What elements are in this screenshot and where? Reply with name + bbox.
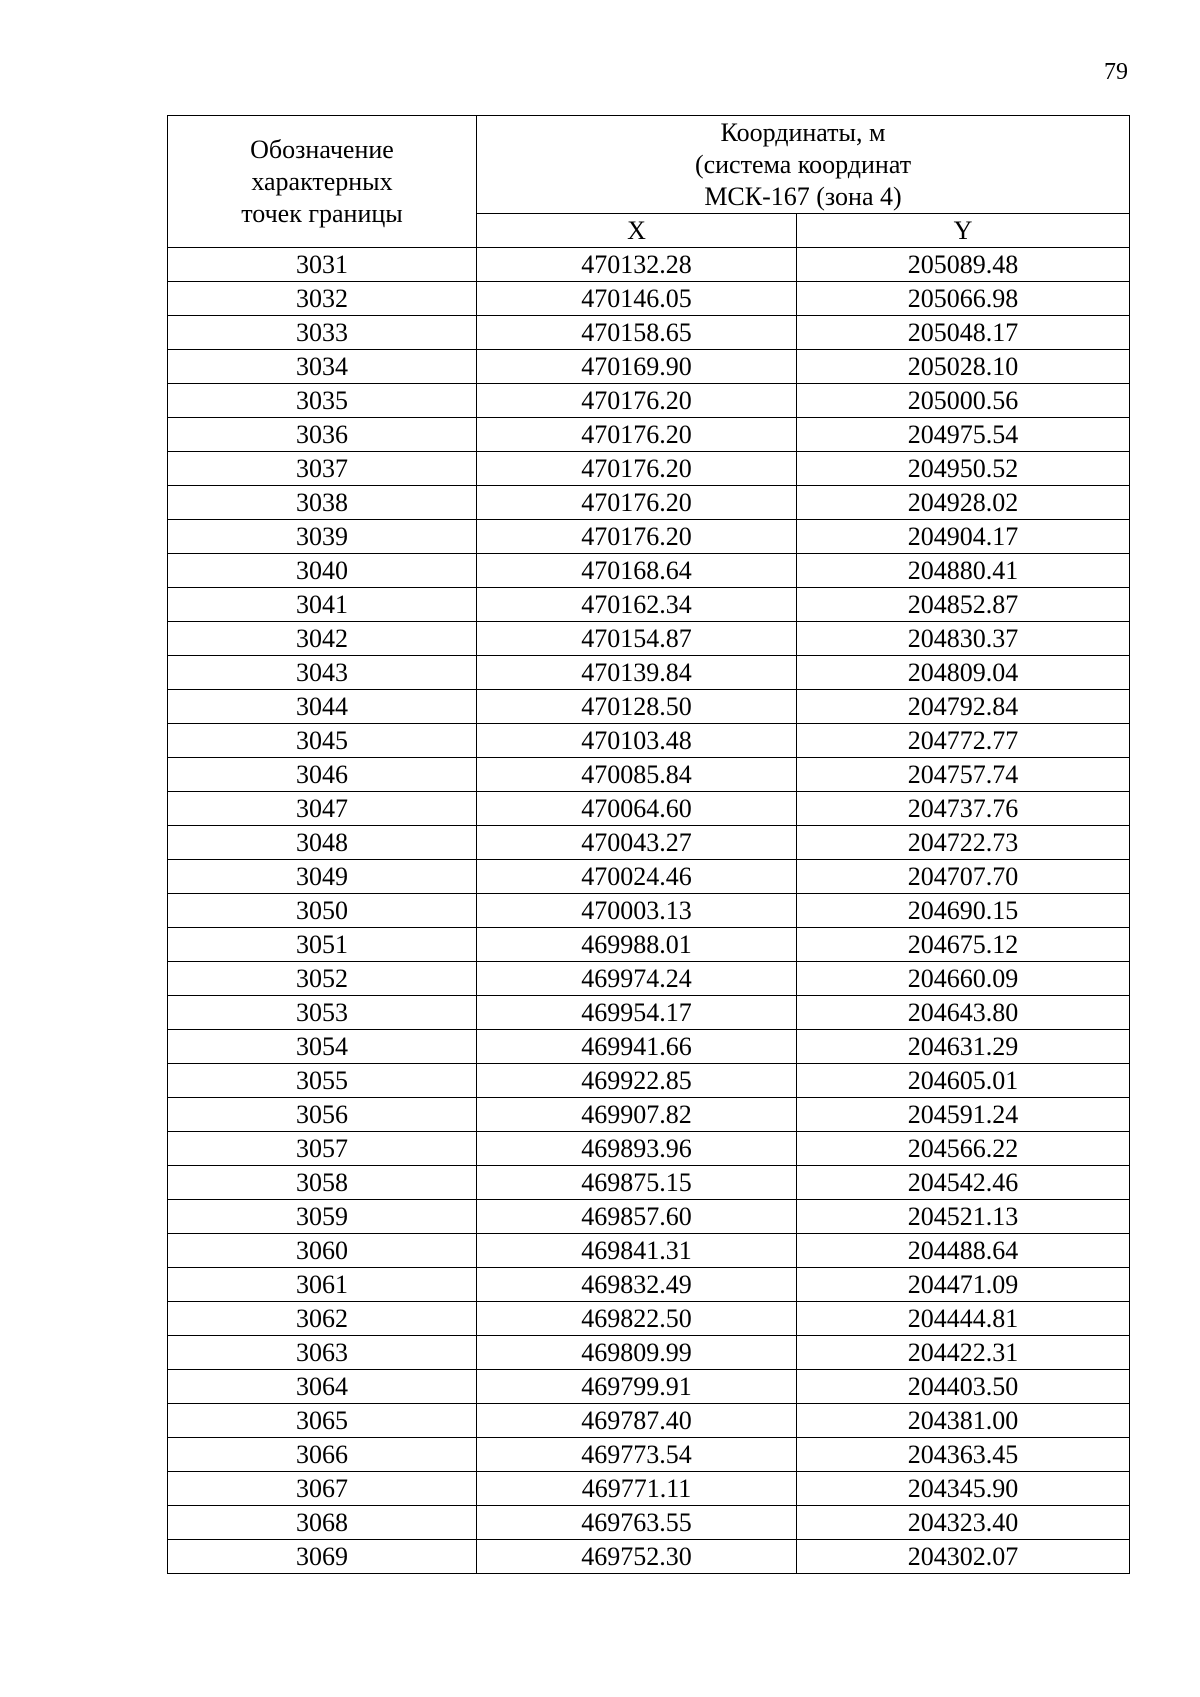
table-row [168,1200,1130,1234]
y-coordinate-cell: 204660.09 [797,962,1130,996]
y-coordinate-cell: 204757.74 [797,758,1130,792]
point-id-cell: 3043 [168,656,477,690]
point-id-cell: 3034 [168,350,477,384]
point-id-cell: 3037 [168,452,477,486]
x-coordinate-cell: 469922.85 [477,1064,797,1098]
point-id-cell: 3031 [168,248,477,282]
table-row [168,1302,1130,1336]
point-id-cell: 3060 [168,1234,477,1268]
table-row [168,1030,1130,1064]
table-row [168,1064,1130,1098]
page-number: 79 [1104,59,1128,85]
x-coordinate-cell: 469822.50 [477,1302,797,1336]
table-row [168,554,1130,588]
table-row [168,724,1130,758]
y-coordinate-cell: 204830.37 [797,622,1130,656]
y-coordinate-cell: 204422.31 [797,1336,1130,1370]
table-row [168,248,1130,282]
point-header-line: точек границы [241,198,403,228]
point-designation-header [168,116,477,248]
point-header-line: Обозначение [250,134,394,164]
y-coordinate-cell: 205000.56 [797,384,1130,418]
table-row [168,826,1130,860]
y-coordinate-cell: 205066.98 [797,282,1130,316]
point-id-cell: 3065 [168,1404,477,1438]
table-row [168,1336,1130,1370]
x-coordinate-cell: 470139.84 [477,656,797,690]
point-id-cell: 3062 [168,1302,477,1336]
x-coordinate-cell: 469763.55 [477,1506,797,1540]
x-coordinate-cell: 469799.91 [477,1370,797,1404]
table-row [168,1472,1130,1506]
table-row [168,1540,1130,1574]
x-coordinate-cell: 470176.20 [477,486,797,520]
y-coordinate-cell: 204542.46 [797,1166,1130,1200]
y-coordinate-cell: 204675.12 [797,928,1130,962]
y-coordinate-cell: 204852.87 [797,588,1130,622]
x-coordinate-cell: 469954.17 [477,996,797,1030]
y-coordinate-cell: 205048.17 [797,316,1130,350]
y-coordinate-cell: 204345.90 [797,1472,1130,1506]
y-coordinate-cell: 204904.17 [797,520,1130,554]
y-coordinate-cell: 204722.73 [797,826,1130,860]
x-coordinate-cell: 470169.90 [477,350,797,384]
y-coordinate-cell: 204631.29 [797,1030,1130,1064]
x-coordinate-cell: 469875.15 [477,1166,797,1200]
point-id-cell: 3055 [168,1064,477,1098]
x-coordinate-cell: 469988.01 [477,928,797,962]
coords-header-line: (система координат [694,149,912,179]
table-row [168,792,1130,826]
y-coordinate-cell: 204521.13 [797,1200,1130,1234]
x-coordinate-cell: 469974.24 [477,962,797,996]
table-row [168,350,1130,384]
y-coordinate-cell: 204444.81 [797,1302,1130,1336]
x-coordinate-cell: 470168.64 [477,554,797,588]
x-coordinate-cell: 469893.96 [477,1132,797,1166]
y-coordinate-cell: 204471.09 [797,1268,1130,1302]
x-coordinate-cell: 469907.82 [477,1098,797,1132]
point-id-cell: 3050 [168,894,477,928]
point-id-cell: 3041 [168,588,477,622]
y-coordinate-cell: 204707.70 [797,860,1130,894]
x-coordinate-cell: 470103.48 [477,724,797,758]
y-coordinate-cell: 204323.40 [797,1506,1130,1540]
point-id-cell: 3066 [168,1438,477,1472]
coordinates-header [477,116,1130,214]
y-coordinate-cell: 204591.24 [797,1098,1130,1132]
y-coordinate-cell: 204403.50 [797,1370,1130,1404]
point-id-cell: 3040 [168,554,477,588]
point-id-cell: 3049 [168,860,477,894]
point-id-cell: 3054 [168,1030,477,1064]
table-row [168,1268,1130,1302]
y-coordinate-cell: 204381.00 [797,1404,1130,1438]
y-coordinate-cell: 205028.10 [797,350,1130,384]
table-row [168,520,1130,554]
point-id-cell: 3052 [168,962,477,996]
point-id-cell: 3057 [168,1132,477,1166]
table-row [168,656,1130,690]
point-id-cell: 3051 [168,928,477,962]
point-id-cell: 3033 [168,316,477,350]
table-row [168,1438,1130,1472]
y-coordinate-cell: 204792.84 [797,690,1130,724]
y-coordinate-cell: 204643.80 [797,996,1130,1030]
x-coordinate-cell: 470085.84 [477,758,797,792]
point-id-cell: 3053 [168,996,477,1030]
x-coordinate-cell: 469773.54 [477,1438,797,1472]
coords-header-line: Координаты, м [720,117,886,147]
table-row [168,690,1130,724]
x-coordinate-cell: 469771.11 [477,1472,797,1506]
y-coordinate-cell: 204809.04 [797,656,1130,690]
x-coordinate-cell: 470043.27 [477,826,797,860]
point-id-cell: 3056 [168,1098,477,1132]
x-coordinate-cell: 470064.60 [477,792,797,826]
x-coordinate-cell: 469832.49 [477,1268,797,1302]
table-row [168,486,1130,520]
table-row [168,1370,1130,1404]
y-coordinate-cell: 204737.76 [797,792,1130,826]
y-coordinate-cell: 204772.77 [797,724,1130,758]
x-coordinate-cell: 470154.87 [477,622,797,656]
table-row [168,894,1130,928]
y-coordinate-cell: 204880.41 [797,554,1130,588]
y-coordinate-cell: 204690.15 [797,894,1130,928]
point-id-cell: 3036 [168,418,477,452]
point-id-cell: 3058 [168,1166,477,1200]
point-header-line: характерных [251,166,393,196]
x-coordinate-cell: 470162.34 [477,588,797,622]
table-body [168,248,1130,1574]
table-row [168,860,1130,894]
point-id-cell: 3047 [168,792,477,826]
table-row [168,622,1130,656]
y-coordinate-cell: 204928.02 [797,486,1130,520]
x-coordinate-cell: 469787.40 [477,1404,797,1438]
table-row [168,418,1130,452]
table-row [168,1166,1130,1200]
point-id-cell: 3068 [168,1506,477,1540]
point-id-cell: 3048 [168,826,477,860]
table-row [168,588,1130,622]
y-column-header: Y [797,214,1130,248]
table-row [168,928,1130,962]
coordinates-table [167,115,1130,1574]
table-row [168,384,1130,418]
point-id-cell: 3063 [168,1336,477,1370]
x-coordinate-cell: 469941.66 [477,1030,797,1064]
table-row [168,1132,1130,1166]
y-coordinate-cell: 204488.64 [797,1234,1130,1268]
x-coordinate-cell: 470176.20 [477,452,797,486]
x-coordinate-cell: 470176.20 [477,520,797,554]
point-id-cell: 3042 [168,622,477,656]
point-id-cell: 3039 [168,520,477,554]
x-coordinate-cell: 470003.13 [477,894,797,928]
point-id-cell: 3061 [168,1268,477,1302]
x-coordinate-cell: 470146.05 [477,282,797,316]
table-row [168,452,1130,486]
y-coordinate-cell: 204950.52 [797,452,1130,486]
x-coordinate-cell: 470128.50 [477,690,797,724]
table-row [168,1234,1130,1268]
table-row [168,282,1130,316]
point-id-cell: 3059 [168,1200,477,1234]
point-id-cell: 3044 [168,690,477,724]
x-coordinate-cell: 470176.20 [477,384,797,418]
y-coordinate-cell: 204302.07 [797,1540,1130,1574]
table-row [168,1098,1130,1132]
table-row [168,996,1130,1030]
table-row [168,316,1130,350]
y-coordinate-cell: 205089.48 [797,248,1130,282]
x-coordinate-cell: 470024.46 [477,860,797,894]
point-id-cell: 3038 [168,486,477,520]
point-id-cell: 3069 [168,1540,477,1574]
x-coordinate-cell: 469752.30 [477,1540,797,1574]
x-column-header: X [477,214,797,248]
point-id-cell: 3067 [168,1472,477,1506]
x-coordinate-cell: 469841.31 [477,1234,797,1268]
y-coordinate-cell: 204605.01 [797,1064,1130,1098]
table-row [168,1404,1130,1438]
point-id-cell: 3064 [168,1370,477,1404]
point-id-cell: 3045 [168,724,477,758]
x-coordinate-cell: 470176.20 [477,418,797,452]
x-coordinate-cell: 469809.99 [477,1336,797,1370]
point-id-cell: 3046 [168,758,477,792]
point-id-cell: 3032 [168,282,477,316]
coords-header-line: МСК-167 (зона 4) [704,181,902,211]
y-coordinate-cell: 204363.45 [797,1438,1130,1472]
y-coordinate-cell: 204975.54 [797,418,1130,452]
point-id-cell: 3035 [168,384,477,418]
table-row [168,962,1130,996]
x-coordinate-cell: 470132.28 [477,248,797,282]
table-row [168,758,1130,792]
x-coordinate-cell: 470158.65 [477,316,797,350]
y-coordinate-cell: 204566.22 [797,1132,1130,1166]
x-coordinate-cell: 469857.60 [477,1200,797,1234]
table-row [168,1506,1130,1540]
